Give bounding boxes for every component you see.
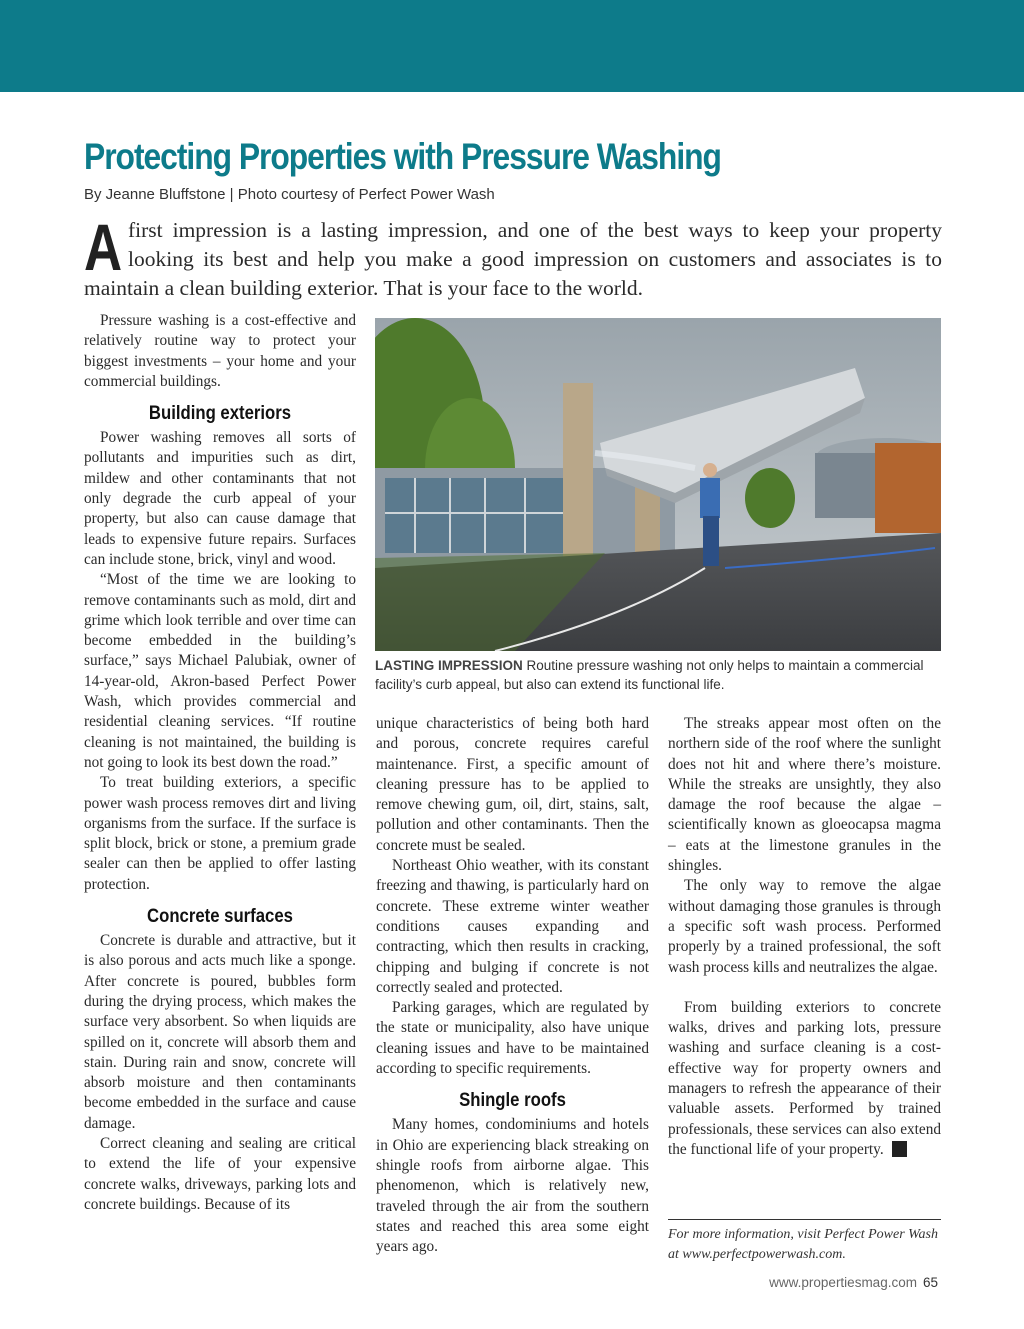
header-color-band <box>0 0 1024 92</box>
column-2 <box>376 714 649 1257</box>
paragraph: Many homes, condominiums and hotels in Ohio are experiencing black streaking on shingle roofs from airborne algae. This phenomenon, which is relatively new, traveled through the air from the southern states and reached this area some eight years ago. <box>376 1116 649 1256</box>
photo-caption <box>375 656 945 694</box>
drop-cap: A <box>84 210 123 284</box>
paragraph <box>668 998 941 1160</box>
closing-text: From building exteriors to concrete walks, drives and parking lots, pressure washing and surface cleaning is a cost-effective way for property owners and managers to refresh the appearance of their valuable assets. Performed by trained professionals, these services can also extend the functional life of your property. <box>668 998 941 1158</box>
paragraph: Correct cleaning and sealing are critical to extend the life of your expensive concrete walks, driveways, parking lots and concrete buildings. Because of its <box>84 1134 356 1213</box>
article-title: Protecting Properties with Pressure Washing <box>84 136 721 177</box>
column-1 <box>84 311 356 1215</box>
section-heading-concrete-surfaces: Concrete surfaces <box>147 906 293 928</box>
section-heading-shingle-roofs: Shingle roofs <box>459 1090 566 1112</box>
section-heading-building-exteriors: Building exteriors <box>148 403 292 425</box>
page-number: 65 <box>922 1275 938 1290</box>
pressure-washing-photo <box>375 318 941 651</box>
paragraph: “Most of the time we are looking to remove contaminants such as mold, dirt and grime which look terrible and over time can become embedded in the building’s surface,” says Michael Palubiak, owner of 14-year-old, Akron-based Perfect Power Wash, which provides commercial and residential cleaning services. “If routine cleaning is not maintained, the building is not going to look its best down the road.” <box>84 571 356 771</box>
paragraph: Power washing removes all sorts of pollutants and impurities such as dirt, mildew and other contaminants that not only degrade the curb appeal of your property, but also can cause damage that leads to expensive future repairs. Surfaces can include stone, brick, vinyl and wood. <box>84 429 356 568</box>
end-mark-logo: P <box>892 1141 907 1157</box>
paragraph: To treat building exteriors, a specific power wash process removes dirt and living organisms from the surface. If the surface is split block, brick or stone, a premium grade sealer can then be applied to offer lasting protection. <box>84 774 356 893</box>
lead-text: first impression is a lasting impression, and one of the best ways to keep your property looking its best and help you make a good impression on customers and associates is to maintain a clean building exterior. That is your face to the world. <box>84 218 942 300</box>
column-3 <box>668 714 941 1160</box>
footer-url: www.propertiesmag.com <box>769 1275 917 1290</box>
paragraph: The streaks appear most often on the northern side of the roof where the sunlight does not hit and where there’s moisture. While the streaks are unsightly, they also damage the roof because the algae – scientifically known as gloeocapsa magma – eats at the limestone granules in the shingles. <box>668 715 941 875</box>
caption-label: LASTING IMPRESSION <box>375 658 523 673</box>
paragraph: Pressure washing is a cost-effective and relatively routine way to protect your biggest investments – your home and your commercial buildings. <box>84 312 356 390</box>
paragraph: The only way to remove the algae without damaging those granules is through a specific soft wash process. Performed properly by a trained professional, the soft wash process kills and neutralizes the algae. <box>668 877 941 976</box>
more-info-note: For more information, visit Perfect Power Wash at www.perfectpowerwash.com. <box>668 1219 941 1265</box>
page-footer <box>769 1275 938 1290</box>
paragraph: Northeast Ohio weather, with its constant freezing and thawing, is particularly hard on concrete. These extreme winter weather conditions causes expanding and contracting, which then results in cracking, chipping and bulging if concrete is not correctly sealed and protected. <box>376 857 649 996</box>
caption-text: Routine pressure washing not only helps to maintain a commercial facility’s curb appeal, but also can extend its functional life. <box>375 658 924 692</box>
byline: By Jeanne Bluffstone | Photo courtesy of Perfect Power Wash <box>84 186 495 203</box>
paragraph: Parking garages, which are regulated by the state or municipality, also have unique cleaning issues and have to be maintained according to specific requirements. <box>376 999 649 1078</box>
paragraph: Concrete is durable and attractive, but it is also porous and acts much like a sponge. After concrete is poured, bubbles form during the drying process, which makes the surface very absorbent. So when liquids are spilled on it, concrete will absorb them and stain. During rain and snow, concrete will absorb moisture and then contaminants become embedded in the surface and cause damage. <box>84 932 356 1132</box>
lead-paragraph <box>84 210 942 303</box>
paragraph: unique characteristics of being both hard and porous, concrete requires careful maintenance. First, a specific amount of cleaning pressure has to be applied to remove chewing gum, oil, dirt, stains, salt, pollution and other contaminants. Then the concrete must be sealed. <box>376 715 649 854</box>
